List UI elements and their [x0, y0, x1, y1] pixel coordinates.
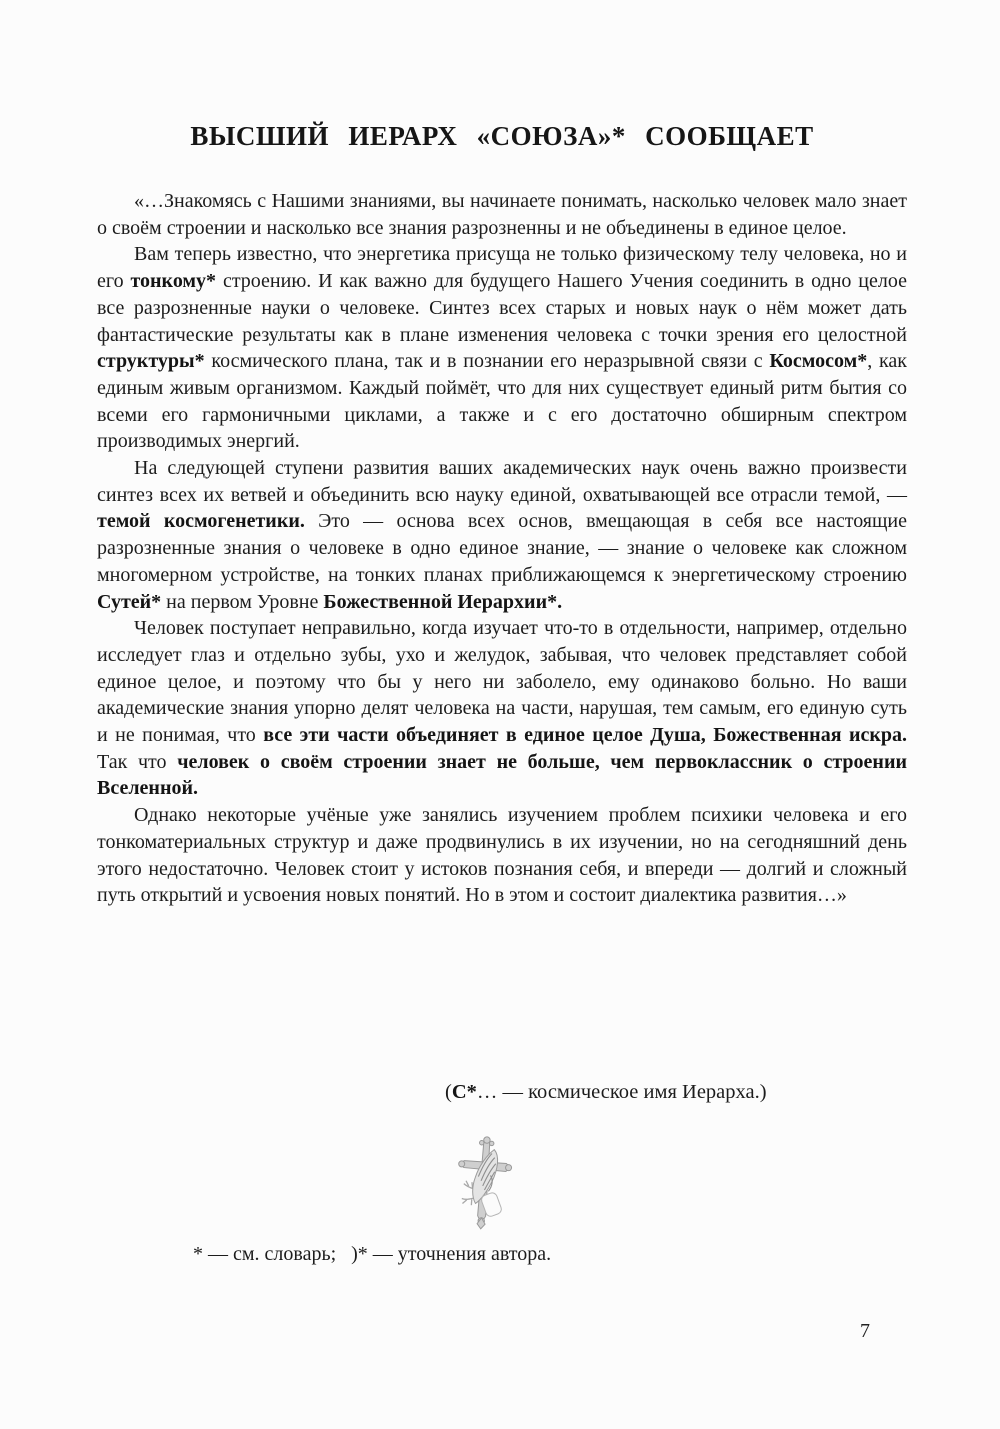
text-run: (	[445, 1081, 452, 1103]
text-run: космического плана, так и в познании его неразрывной связи с	[204, 350, 770, 373]
paragraph	[97, 455, 907, 615]
text-run: Однако некоторые учёные уже занялись изучением проблем психики человека и его тонкоматериальных структур и даже продвинулись в их изучении, но на сегодняшний день этого недостаточно. Человек стоит у истоков познания себя, и впереди — долгий и сложный путь открытий и усвоения новых понятий. Но в этом и состоит диалектика развития…»	[97, 804, 907, 907]
text-run: Человек поступает неправильно, когда изучает что-то в отдельности, например, отдельно исследует глаз и отдельно зубы, ухо и желудок, забывая, что человек представляет собой единое целое, и поэтому что бы у него ни заболело, ему одинаково больно. Но ваши академические знания упорно делят человека на части, нарушая, тем самым, его единую суть и не понимая, что	[97, 617, 907, 747]
bold-run: структуры*	[97, 350, 205, 373]
text-run: на первом Уровне	[161, 590, 324, 613]
bold-run: темой космогенетики.	[97, 510, 305, 533]
bold-run: С*	[451, 1081, 477, 1103]
text-run: Это — основа всех основ, вмещающая в себя все настоящие разрозненные знания о человеке в одно единое знание, — знание о человеке как сложном многомерном устройстве, на тонких планах приближающемся к энергетическому строению	[97, 510, 907, 586]
footnote: * — см. словарь; )* — уточнения автора.	[193, 1243, 552, 1265]
body-text	[97, 188, 907, 909]
text-run: Вам теперь известно, что энергетика присуща не только физическому телу человека, но и его	[97, 243, 907, 293]
text-run: Так что	[97, 750, 178, 773]
paragraph	[97, 615, 907, 802]
paragraph	[97, 802, 907, 909]
praying-hands-cross-icon	[452, 1134, 516, 1230]
bold-run: Космосом*	[769, 350, 868, 373]
text-run: , как единым живым организмом. Каждый поймёт, что для них существует единый ритм бытия со всеми его гармоничными циклами, а также и с его достаточно обширным спектром производимых энергий.	[97, 350, 907, 453]
page-number: 7	[860, 1320, 870, 1342]
bold-run: тонкому*	[130, 270, 217, 293]
bold-run: все эти части объединяет в единое целое Душа, Божественная искра.	[263, 724, 907, 747]
praying-hands-cross-ornament	[452, 1134, 516, 1230]
text-run: На следующей ступени развития ваших академических наук очень важно произвести синтез всех их ветвей и объединить всю науку единой, охватывающей все отрасли темой, —	[97, 457, 907, 506]
text-run: … — космическое имя Иерарха.)	[476, 1081, 767, 1103]
attribution-line	[445, 1079, 767, 1106]
bold-run: Божественной Иерархии*.	[323, 590, 563, 613]
bold-run: человек о своём строении знает не больше, чем первоклассник о строении Вселенной.	[97, 750, 907, 800]
text-run: строению. И как важно для будущего Нашего Учения соединить в одно целое все разрозненные науки о человеке. Синтез всех старых и новых наук о нём может дать фантастические результаты как в плане изменения человека с точки зрения его целостной	[97, 270, 907, 346]
page-title: ВЫСШИЙ ИЕРАРХ «СОЮЗА»* СООБЩАЕТ	[190, 121, 814, 151]
bold-run: Сутей*	[97, 590, 162, 613]
text-run: «…Знакомясь с Нашими знаниями, вы начинаете понимать, насколько человек мало знает о своём строении и насколько все знания разрозненны и не объединены в единое целое.	[97, 190, 907, 239]
paragraph	[97, 241, 907, 455]
paragraph	[97, 188, 907, 241]
